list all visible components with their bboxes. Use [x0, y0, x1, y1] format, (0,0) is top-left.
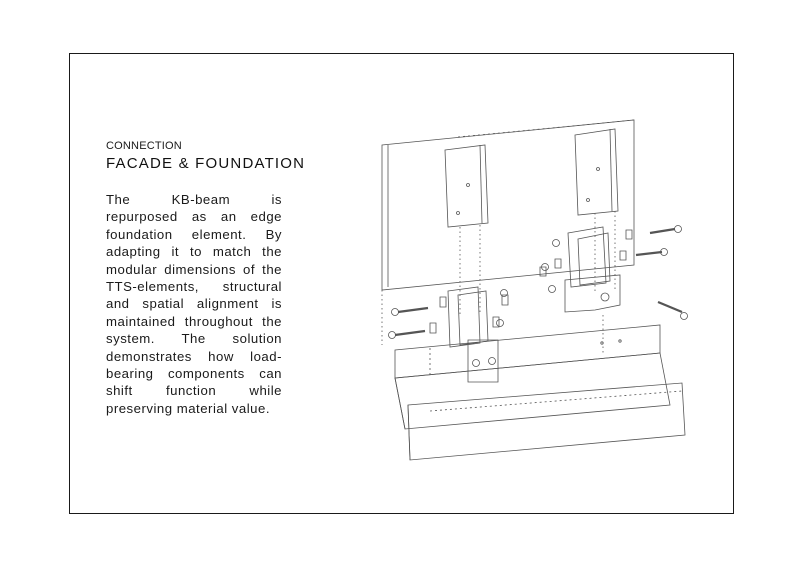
- foundation-base: [408, 383, 685, 460]
- timber-post-left: [445, 145, 488, 227]
- kb-beam: [395, 325, 670, 429]
- description-text: The KB-beam is repurposed as an edge foundation element. By adapting it to match the modular dimensions of the TTS-elements, structural and spatial alignment is maintained throughout the system. The solution demonstrates how load-bearing components can shift function while preserving material value.: [106, 192, 282, 416]
- section-title: FACADE & FOUNDATION: [106, 155, 306, 172]
- facade-panel: [382, 120, 634, 290]
- timber-post-right: [575, 129, 618, 215]
- steel-bracket-left: [430, 287, 508, 382]
- exploded-axonometric-drawing: [370, 115, 700, 475]
- section-kicker: CONNECTION: [106, 140, 182, 152]
- bolts: [389, 226, 688, 339]
